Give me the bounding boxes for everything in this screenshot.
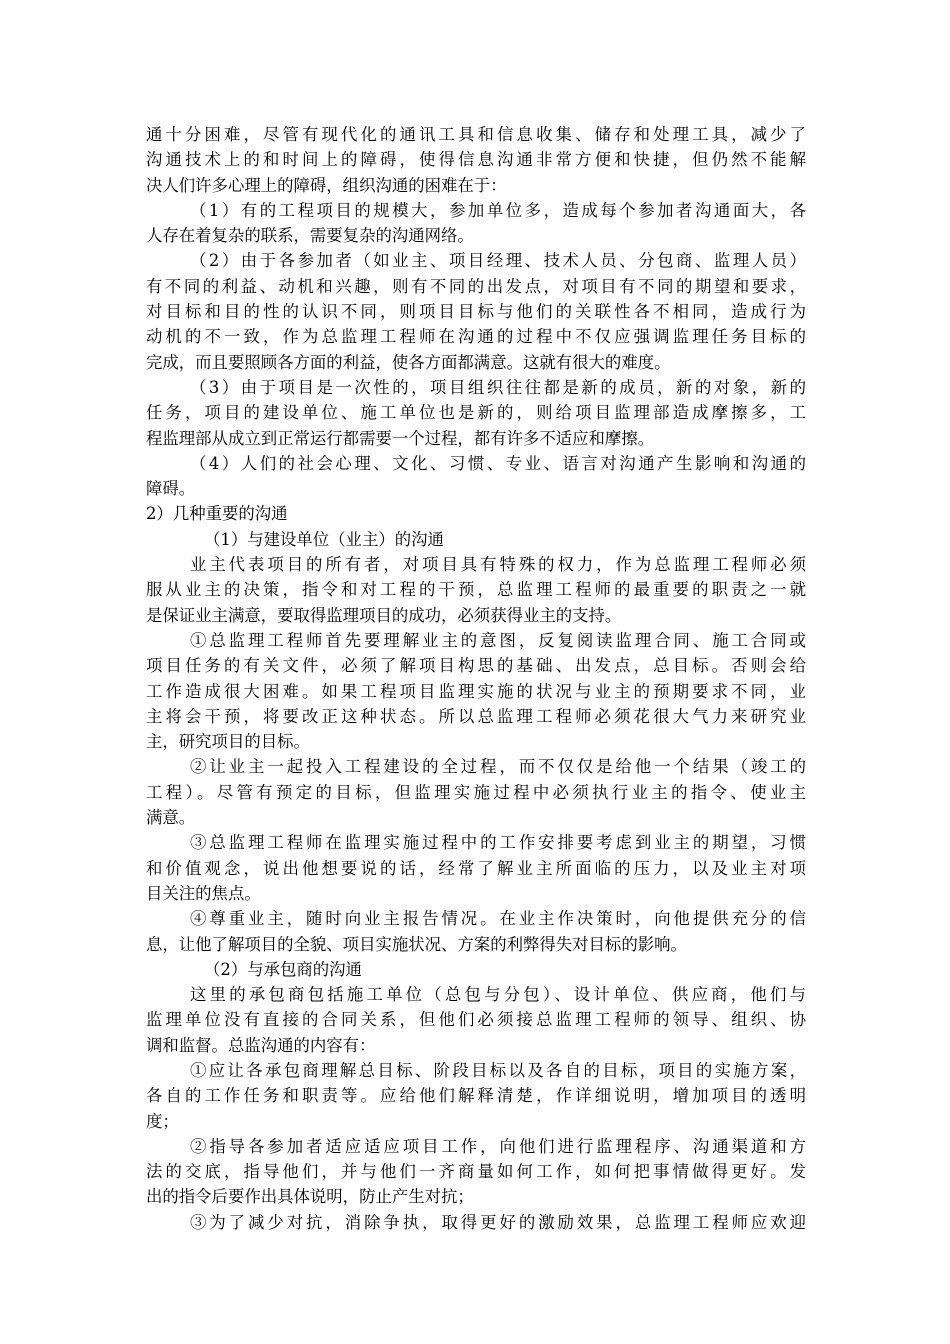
text-line: 动机的不一致，作为总监理工程师在沟通的过程中不仅应强调监理任务目标的 xyxy=(146,327,806,347)
text-line: 决人们许多心理上的障碍，组织沟通的困难在于： xyxy=(146,175,507,195)
text-line: 任务，项目的建设单位、施工单位也是新的，则给项目监理部造成摩擦多，工 xyxy=(146,403,806,423)
text-line: ①应让各承包商理解总目标、阶段目标以及各自的目标，项目的实施方案， xyxy=(190,1060,806,1080)
text-line: 程监理部从成立到正常运行都需要一个过程，都有许多不适应和摩擦。 xyxy=(146,428,655,448)
text-line: 度； xyxy=(146,1111,179,1131)
text-line: 息，让他了解项目的全貌、项目实施状况、方案的利弊得失对目标的影响。 xyxy=(146,934,687,954)
text-line: 项目任务的有关文件，必须了解项目构思的基础、出发点，总目标。否则会给 xyxy=(146,656,806,676)
text-line: 是保证业主满意，要取得监理项目的成功，必须获得业主的支持。 xyxy=(146,605,622,625)
text-line: ①总监理工程师首先要理解业主的意图，反复阅读监理合同、施工合同或 xyxy=(190,630,806,650)
text-line: 人存在着复杂的联系，需要复杂的沟通网络。 xyxy=(146,226,474,246)
text-line: （2）由于各参加者（如业主、项目经理、技术人员、分包商、监理人员） xyxy=(190,251,806,271)
text-line: （1）有的工程项目的规模大，参加单位多，造成每个参加者沟通面大，各 xyxy=(190,200,806,220)
text-line: 沟通技术上的和时间上的障碍，使得信息沟通非常方便和快捷，但仍然不能解 xyxy=(146,150,806,170)
text-line: 有不同的利益、动机和兴趣，则有不同的出发点，对项目有不同的期望和要求， xyxy=(146,276,806,296)
text-line: ③为了减少对抗，消除争执，取得更好的激励效果，总监理工程师应欢迎 xyxy=(190,1212,806,1232)
text-line: 对目标和目的性的认识不同，则项目目标与他们的关联性各不相同，造成行为 xyxy=(146,302,806,322)
text-line: 工程）。尽管有预定的目标，但监理实施过程中必须执行业主的指令、使业主 xyxy=(146,782,806,802)
text-line: 通十分困难，尽管有现代化的通讯工具和信息收集、储存和处理工具，减少了 xyxy=(146,125,806,144)
text-line: 监理单位没有直接的合同关系，但他们必须接总监理工程师的领导、组织、协 xyxy=(146,1010,806,1030)
text-line: 主，研究项目的目标。 xyxy=(146,732,310,752)
text-line: 法的交底，指导他们，并与他们一齐商量如何工作，如何把事情做得更好。发 xyxy=(146,1162,806,1182)
text-line: 业主代表项目的所有者，对项目具有特殊的权力，作为总监理工程师必须 xyxy=(190,555,806,575)
text-line: 调和监督。总监沟通的内容有： xyxy=(146,1035,376,1055)
text-line: ②指导各参加者适应适应项目工作，向他们进行监理程序、沟通渠道和方 xyxy=(190,1136,806,1156)
text-line: 目关注的焦点。 xyxy=(146,883,261,903)
subsection-heading: （1）与建设单位（业主）的沟通 xyxy=(204,529,444,549)
text-line: ③总监理工程师在监理实施过程中的工作安排要考虑到业主的期望，习惯 xyxy=(190,833,806,853)
text-line: ②让业主一起投入工程建设的全过程，而不仅仅是给他一个结果（竣工的 xyxy=(190,757,806,777)
text-line: 障碍。 xyxy=(146,479,196,499)
text-line: 工作造成很大困难。如果工程项目监理实施的状况与业主的预期要求不同，业 xyxy=(146,681,806,701)
text-line: 服从业主的决策，指令和对工程的干预，总监理工程师的最重要的职责之一就 xyxy=(146,580,806,600)
document-body xyxy=(146,122,806,1235)
text-line: 和价值观念，说出他想要说的话，经常了解业主所面临的压力，以及业主对项 xyxy=(146,858,806,878)
text-line: 主将会干预，将要改正这种状态。所以总监理工程师必须花很大气力来研究业 xyxy=(146,706,806,726)
text-line: 出的指令后要作出具体说明，防止产生对抗； xyxy=(146,1187,474,1207)
text-line: ④尊重业主，随时向业主报告情况。在业主作决策时，向他提供充分的信 xyxy=(190,909,806,929)
text-line: （3）由于项目是一次性的，项目组织往往都是新的成员，新的对象，新的 xyxy=(190,377,806,397)
section-heading: 2）几种重要的沟通 xyxy=(146,504,288,524)
subsection-heading: （2）与承包商的沟通 xyxy=(204,959,362,979)
text-line: 完成，而且要照顾各方面的利益，使各方面都满意。这就有很大的难度。 xyxy=(146,352,671,372)
text-line: 各自的工作任务和职责等。应给他们解释清楚，作详细说明，增加项目的透明 xyxy=(146,1086,806,1106)
text-line: 满意。 xyxy=(146,808,196,828)
text-line: 这里的承包商包括施工单位（总包与分包）、设计单位、供应商，他们与 xyxy=(190,985,806,1005)
text-line: （4）人们的社会心理、文化、习惯、专业、语言对沟通产生影响和沟通的 xyxy=(190,453,806,473)
